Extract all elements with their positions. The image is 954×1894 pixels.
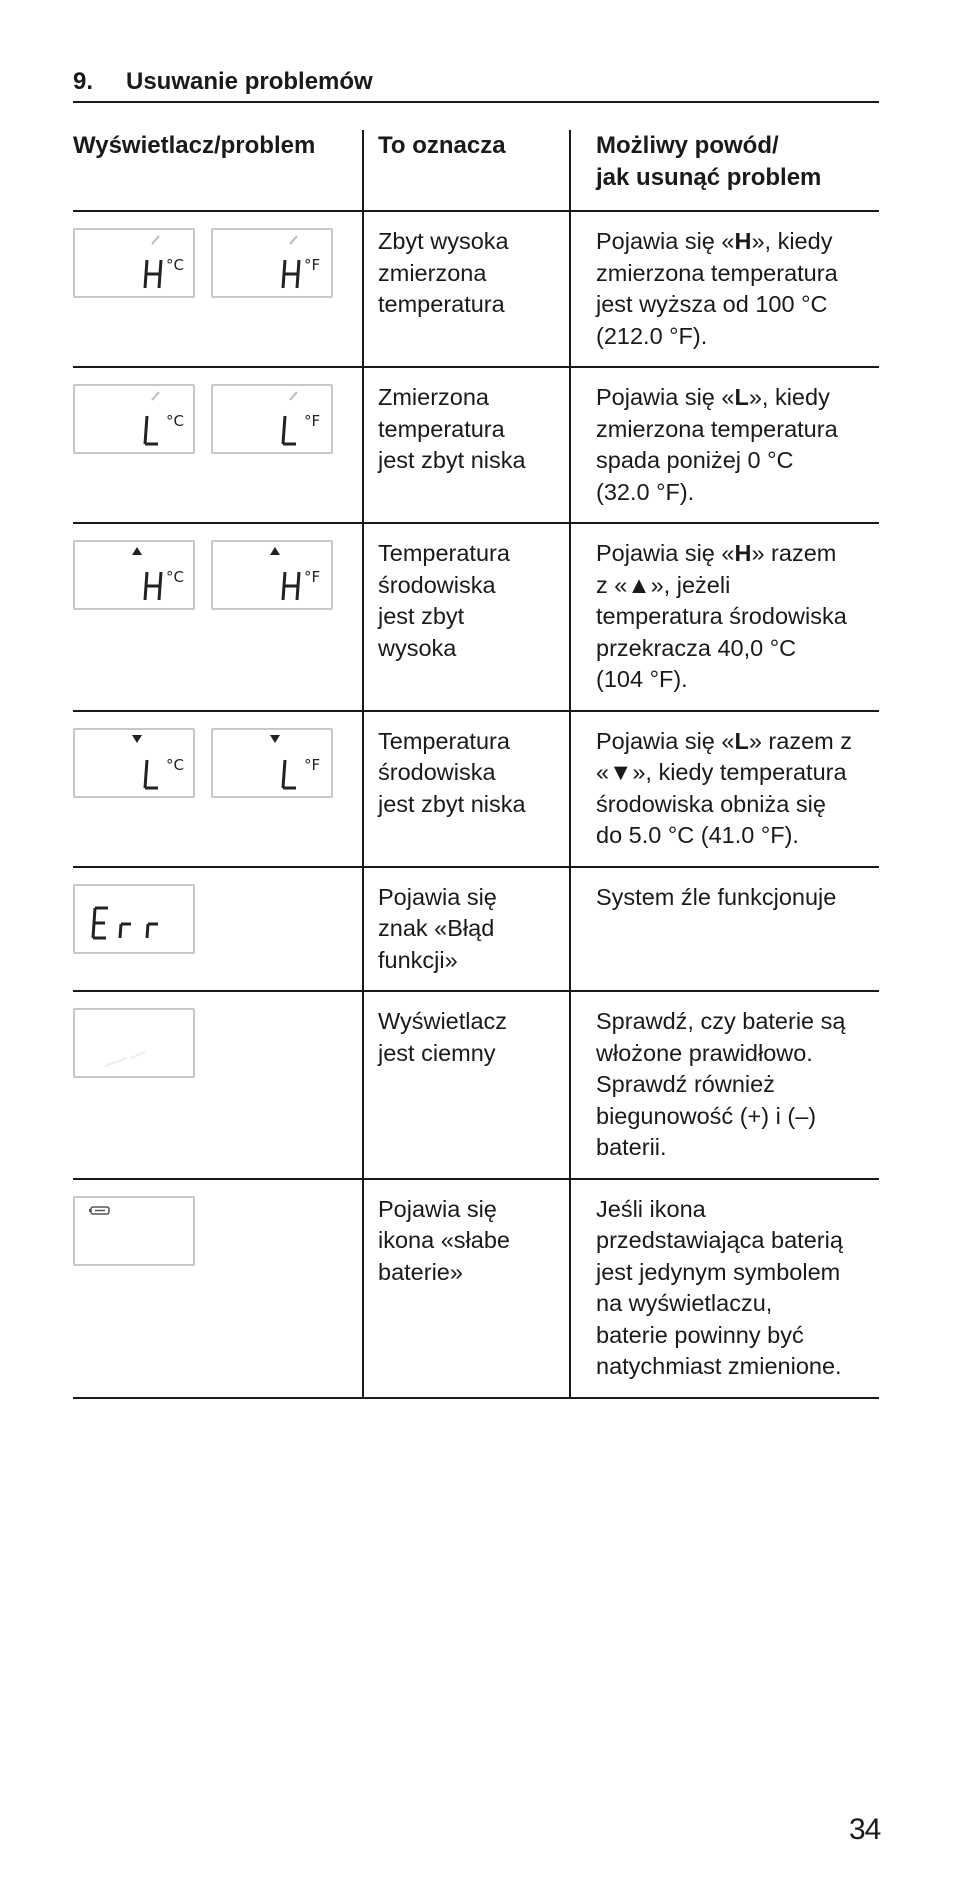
reason-cell (570, 367, 879, 523)
table-header-row (73, 130, 879, 211)
reason-line: środowiska obniża się (596, 790, 826, 817)
table-row (73, 867, 879, 992)
lcd-display-blank (73, 1008, 195, 1078)
meaning-line: Zmierzona (378, 384, 490, 410)
lcd-display-ambient-high-celsius (73, 540, 195, 610)
reason-cell (570, 867, 879, 992)
meaning-line: baterie» (378, 1258, 463, 1285)
meaning-line: funkcji» (378, 946, 458, 973)
lcd-display-low-celsius (73, 384, 195, 454)
reason-line: jest jedynym symbolem (596, 1258, 841, 1285)
meaning-cell (363, 367, 570, 523)
manual-page (73, 0, 879, 1894)
lcd-display-ambient-low-fahrenheit (211, 728, 333, 798)
table-row (73, 523, 879, 711)
meaning-line: temperatura (378, 415, 505, 442)
lcd-display-low-battery (73, 1196, 195, 1266)
header-reason (570, 130, 879, 211)
reason-text: » razem (751, 540, 837, 566)
display-cell (73, 367, 363, 523)
reason-text: Pojawia się « (596, 384, 735, 410)
reason-line: przekracza 40,0 °C (596, 634, 797, 661)
reason-line: spada poniżej 0 °C (596, 447, 794, 473)
meaning-line: znak «Błąd (378, 915, 495, 941)
meaning-line: wysoka (378, 634, 457, 661)
reason-line: Sprawdź również (596, 1071, 775, 1097)
down-triangle-icon (270, 735, 280, 743)
reason-line: Jeśli ikona (596, 1195, 706, 1222)
reason-text: », kiedy (748, 384, 830, 410)
table-row (73, 991, 879, 1179)
lcd-display-ambient-low-celsius (73, 728, 195, 798)
table-row (73, 1179, 879, 1398)
display-cell (73, 867, 363, 992)
meaning-cell (363, 523, 570, 711)
meaning-line: Pojawia się (378, 1195, 497, 1222)
reason-cell (570, 1179, 879, 1398)
reason-line: z «▲», jeżeli (596, 571, 731, 598)
meaning-line: środowiska (378, 759, 496, 785)
reason-cell (570, 211, 879, 367)
svg-text:°C: °C (166, 568, 184, 586)
reason-line: (32.0 °F). (596, 478, 695, 505)
reason-line: natychmiast zmienione. (596, 1353, 842, 1379)
lcd-display-low-fahrenheit (211, 384, 333, 454)
svg-text:°F: °F (304, 412, 321, 430)
reason-text: Pojawia się « (596, 228, 735, 254)
meaning-line: jest zbyt (378, 603, 465, 629)
table-row (73, 211, 879, 367)
meaning-cell (363, 711, 570, 867)
display-symbol: L (734, 727, 749, 754)
section-title: Usuwanie problemów (126, 68, 373, 95)
reason-text: » razem z (748, 727, 852, 754)
svg-text:°F: °F (304, 755, 321, 774)
reason-cell (570, 991, 879, 1179)
display-cell (73, 991, 363, 1179)
meaning-line: jest zbyt niska (378, 790, 526, 817)
reason-line: do 5.0 °C (41.0 °F). (596, 822, 799, 848)
svg-text:°F: °F (304, 568, 321, 586)
header-meaning: To oznacza (363, 130, 570, 211)
reason-line: przedstawiająca baterią (596, 1227, 843, 1253)
meaning-line: Temperatura (378, 727, 510, 754)
meaning-cell (363, 1179, 570, 1398)
lcd-display-error (73, 884, 195, 954)
table-row (73, 711, 879, 867)
reason-line: temperatura środowiska (596, 603, 847, 629)
lcd-display-ambient-high-fahrenheit (211, 540, 333, 610)
svg-text:°C: °C (166, 256, 184, 274)
reason-cell (570, 711, 879, 867)
header-reason-line1: Możliwy powód/ (596, 132, 779, 159)
display-symbol: H (734, 540, 752, 566)
meaning-line: ikona «słabe (378, 1227, 510, 1253)
lcd-display-high-celsius (73, 228, 195, 298)
reason-line: (104 °F). (596, 666, 688, 692)
display-cell (73, 1179, 363, 1398)
reason-cell (570, 523, 879, 711)
reason-line: zmierzona temperatura (596, 415, 838, 442)
meaning-cell (363, 211, 570, 367)
display-cell (73, 523, 363, 711)
section-number: 9. (73, 68, 94, 95)
meaning-line: temperatura (378, 291, 505, 317)
up-triangle-icon (270, 547, 280, 555)
up-triangle-icon (132, 547, 142, 555)
reason-line: System źle funkcjonuje (596, 883, 837, 910)
header-display-problem: Wyświetlacz/problem (73, 130, 363, 211)
display-cell (73, 711, 363, 867)
page-number: 34 (849, 1813, 881, 1846)
svg-text:°F: °F (304, 256, 321, 274)
reason-line: biegunowość (+) i (–) (596, 1102, 817, 1129)
meaning-cell (363, 991, 570, 1179)
reason-line: na wyświetlaczu, (596, 1290, 773, 1316)
meaning-line: Temperatura (378, 540, 510, 566)
reason-line: baterii. (596, 1134, 667, 1160)
meaning-cell (363, 867, 570, 992)
troubleshooting-table (73, 130, 879, 1399)
meaning-line: Pojawia się (378, 883, 497, 910)
meaning-line: jest ciemny (378, 1039, 496, 1066)
battery-icon (89, 1207, 109, 1214)
table-row (73, 367, 879, 523)
display-cell (73, 211, 363, 367)
reason-line: włożone prawidłowo. (596, 1039, 813, 1066)
meaning-line: Zbyt wysoka (378, 228, 509, 254)
section-heading (73, 68, 373, 96)
reason-text: », kiedy (751, 228, 833, 254)
reason-line: zmierzona temperatura (596, 259, 838, 286)
meaning-line: jest zbyt niska (378, 447, 526, 473)
display-symbol: L (734, 384, 749, 410)
meaning-line: Wyświetlacz (378, 1008, 508, 1034)
reason-text: Pojawia się « (596, 540, 735, 566)
reason-line: jest wyższa od 100 °C (596, 291, 828, 317)
svg-text:°C: °C (166, 412, 184, 430)
reason-line: «▼», kiedy temperatura (596, 759, 847, 785)
reason-text: Pojawia się « (596, 727, 735, 754)
reason-line: (212.0 °F). (596, 322, 708, 349)
lcd-display-high-fahrenheit (211, 228, 333, 298)
svg-text:°C: °C (166, 755, 184, 774)
reason-line: baterie powinny być (596, 1321, 804, 1348)
header-reason-line2: jak usunąć problem (596, 164, 822, 191)
meaning-line: zmierzona (378, 259, 487, 286)
down-triangle-icon (132, 735, 142, 743)
display-symbol: H (734, 228, 752, 254)
reason-line: Sprawdź, czy baterie są (596, 1008, 846, 1034)
meaning-line: środowiska (378, 571, 496, 598)
heading-rule (73, 101, 879, 103)
